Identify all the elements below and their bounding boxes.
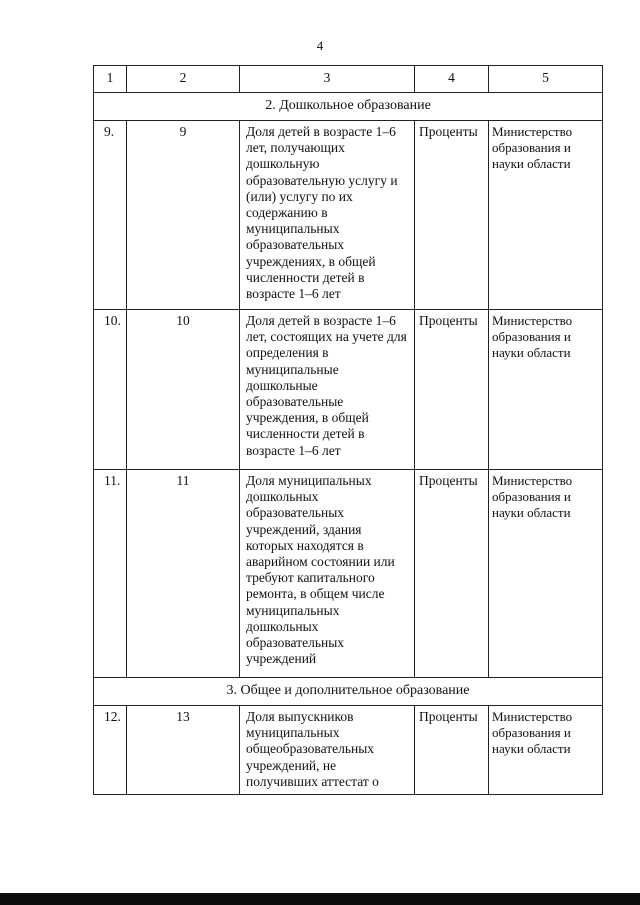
section-title: 2. Дошкольное образование — [94, 93, 603, 121]
scan-edge-bar — [0, 893, 640, 905]
row-indicator: Доля муниципальных дошкольных образовательных учреждений, здания которых находятся в аварийном состоянии или требуют капитального ремонта, в общем числе муниципальных дошкольных образовательных учреждений — [240, 470, 415, 678]
row-unit: Проценты — [415, 310, 489, 470]
table-row — [94, 121, 603, 310]
table-row — [94, 470, 603, 678]
row-indicator: Доля детей в возрасте 1–6 лет, состоящих на учете для определения в муниципальные дошкольные образовательные учреждения, в общей численности детей в возрасте 1–6 лет — [240, 310, 415, 470]
header-cell-3: 3 — [240, 66, 415, 93]
section-title: 3. Общее и дополнительное образование — [94, 678, 603, 706]
row-responsible: Министерство образования и науки области — [489, 121, 603, 310]
indicators-table — [93, 65, 603, 795]
row-number: 12. — [94, 706, 127, 795]
row-unit: Проценты — [415, 706, 489, 795]
row-number: 10. — [94, 310, 127, 470]
row-indicator: Доля выпускников муниципальных общеобразовательных учреждений, не получивших аттестат о — [240, 706, 415, 795]
row-code: 9 — [127, 121, 240, 310]
row-number: 11. — [94, 470, 127, 678]
table-row — [94, 706, 603, 795]
header-cell-1: 1 — [94, 66, 127, 93]
header-cell-5: 5 — [489, 66, 603, 93]
row-code: 11 — [127, 470, 240, 678]
row-responsible: Министерство образования и науки области — [489, 470, 603, 678]
row-code: 10 — [127, 310, 240, 470]
page-number: 4 — [316, 38, 324, 53]
header-cell-4: 4 — [415, 66, 489, 93]
header-cell-2: 2 — [127, 66, 240, 93]
table-header-row — [94, 66, 603, 93]
row-responsible: Министерство образования и науки области — [489, 706, 603, 795]
row-number: 9. — [94, 121, 127, 310]
section-row-preschool — [94, 93, 603, 121]
row-indicator: Доля детей в возрасте 1–6 лет, получающих дошкольную образовательную услугу и (или) услугу по их содержанию в муниципальных образовательных учреждениях, в общей численности детей в возрасте 1–6 лет — [240, 121, 415, 310]
row-responsible: Министерство образования и науки области — [489, 310, 603, 470]
row-unit: Проценты — [415, 121, 489, 310]
row-code: 13 — [127, 706, 240, 795]
row-unit: Проценты — [415, 470, 489, 678]
table-row — [94, 310, 603, 470]
section-row-general — [94, 678, 603, 706]
